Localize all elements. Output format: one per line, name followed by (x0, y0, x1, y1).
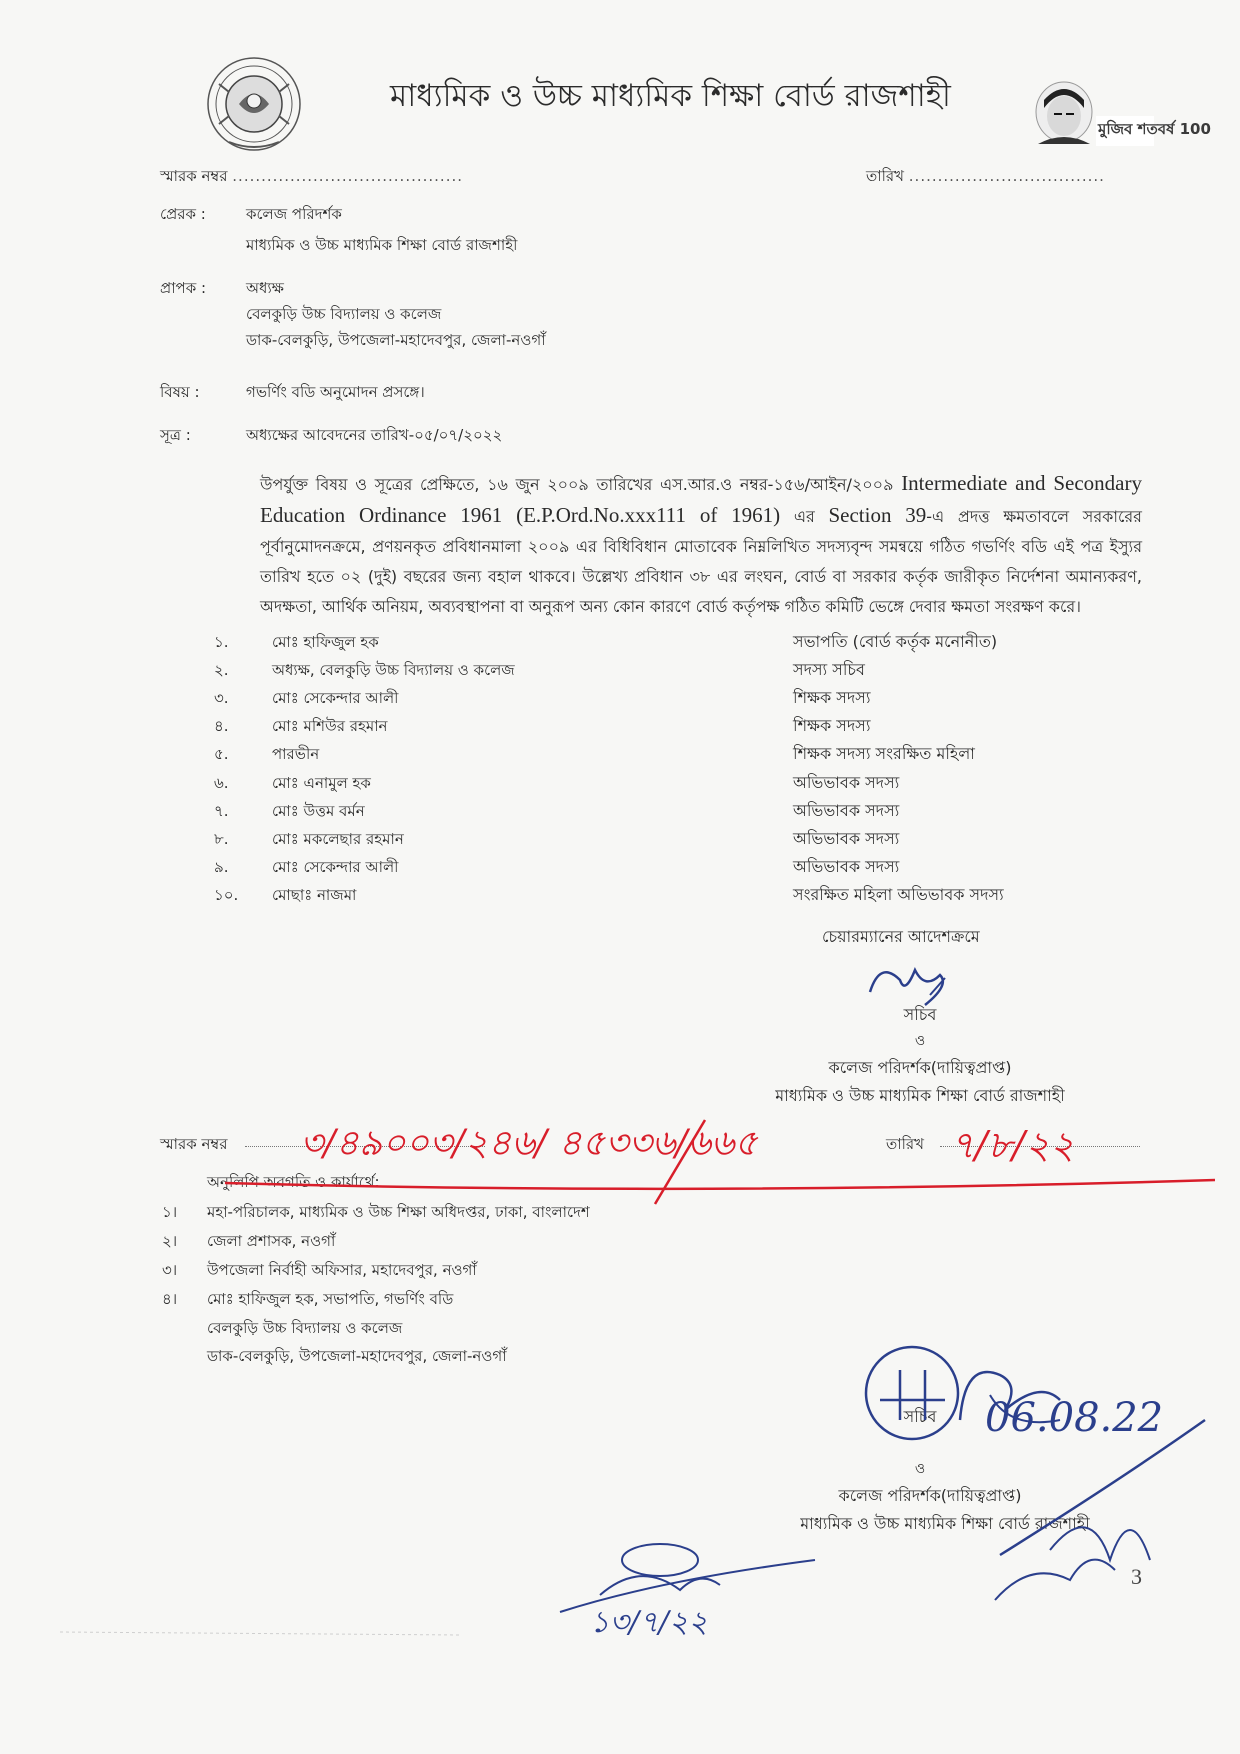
member-name: মোঃ উত্তম বর্মন (272, 802, 365, 820)
sender-line2: মাধ্যমিক ও উচ্চ মাধ্যমিক শিক্ষা বোর্ড রাজশাহী (246, 236, 518, 254)
body-ordinance: Intermediate and Secondary Education Ordinance 1961 (E.P.Ord.No.xxx111 of 1961) (260, 471, 1142, 527)
body-part3: এর (780, 507, 829, 526)
member-name: মোঃ হাফিজুল হক (272, 633, 379, 651)
member-no: ৩. (214, 689, 229, 707)
board-name-2: মাধ্যমিক ও উচ্চ মাধ্যমিক শিক্ষা বোর্ড রাজশাহী (800, 1514, 1090, 1533)
copy-heading: অনুলিপি অবগতি ও কার্যার্থে: (207, 1173, 380, 1191)
mujib-logo-text: মুজিব শতবর্ষ 100 (1098, 120, 1211, 138)
member-role: শিক্ষক সদস্য (793, 716, 871, 735)
recipient-label: প্রাপক : (160, 279, 207, 297)
board-name: মাধ্যমিক ও উচ্চ মাধ্যমিক শিক্ষা বোর্ড রাজশাহী (775, 1086, 1065, 1105)
secretary-title: সচিব (903, 1005, 937, 1024)
copy-item4-line3: ডাক-বেলকুড়ি, উপজেলা-মহাদেবপুর, জেলা-নওগাঁ (207, 1347, 507, 1365)
reference-text: অধ্যক্ষের আবেদনের তারিখ-০৫/০৭/২০২২ (246, 426, 503, 444)
order-line: চেয়ারম্যানের আদেশক্রমে (822, 927, 980, 946)
copy-item-text: মহা-পরিচালক, মাধ্যমিক ও উচ্চ শিক্ষা অধিদপ্তর, ঢাকা, বাংলাদেশ (207, 1203, 590, 1221)
body-part5: -এ প্রদত্ত ক্ষমতাবলে সরকারের পূর্বানুমোদনক্রমে, প্রণয়নকৃত প্রবিধানমালা ২০০৯ এর বিধিবিধান মোতাবেক নিম্নলিখিত সদস্যবৃন্দ সমন্বয়ে গঠিত গভর্ণিং বডি এই পত্র ইস্যুর তারিখ হতে ০২ (দুই) বছরের জন্য বহাল থাকবে। উল্লেখ্য প্রবিধান ৩৮ এর লংঘন, বোর্ড বা সরকার কর্তৃক জারীকৃত নির্দেশনা অমান্যকরণ, অদক্ষতা, আর্থিক অনিয়ম, অব্যবস্থাপনা বা অনুরূপ অন্য কোন কারণে বোর্ড কর্তৃপক্ষ গঠিত কমিটি ভেঙ্গে দেবার ক্ষমতা সংরক্ষণ করে। (260, 507, 1142, 616)
member-name: মোঃ মকলেছার রহমান (272, 830, 404, 848)
member-role: অভিভাবক সদস্য (793, 801, 900, 820)
member-name: মোঃ মশিউর রহমান (272, 717, 388, 735)
member-name: পারভীন (272, 745, 320, 763)
copy-item-text: জেলা প্রশাসক, নওগাঁ (207, 1232, 336, 1250)
bottom-handwritten-date: ১৩/৭/২২ (590, 1605, 708, 1640)
copy-item-no: ১। (162, 1203, 178, 1221)
member-no: ৮. (214, 830, 229, 848)
inspector-title: কলেজ পরিদর্শক(দায়িত্বপ্রাপ্ত) (828, 1058, 1012, 1077)
memo-dots: ........................................ (232, 167, 464, 185)
subject-label: বিষয় : (160, 383, 200, 401)
and-text: ও (914, 1033, 926, 1049)
copy-item-no: ৪। (162, 1290, 178, 1308)
member-role: সভাপতি (বোর্ড কর্তৃক মনোনীত) (793, 632, 998, 651)
secretary-title-2: সচিব (903, 1407, 937, 1426)
copy-item-text: উপজেলা নির্বাহী অফিসার, মহাদেবপুর, নওগাঁ (207, 1261, 477, 1279)
member-role: শিক্ষক সদস্য সংরক্ষিত মহিলা (793, 744, 975, 763)
inspector-title-2: কলেজ পরিদর্শক(দায়িত্বপ্রাপ্ত) (838, 1486, 1022, 1505)
recipient-line1: অধ্যক্ষ (246, 279, 284, 297)
member-role: শিক্ষক সদস্য (793, 688, 871, 707)
member-name: মোঃ সেকেন্দার আলী (272, 858, 399, 876)
member-role: অভিভাবক সদস্য (793, 857, 900, 876)
recipient-line2: বেলকুড়ি উচ্চ বিদ্যালয় ও কলেজ (246, 305, 442, 323)
sender-line1: কলেজ পরিদর্শক (246, 205, 342, 223)
and-text-2: ও (914, 1461, 926, 1477)
copy-item-text: মোঃ হাফিজুল হক, সভাপতি, গভর্ণিং বডি (207, 1290, 454, 1308)
copy-memo-label: স্মারক নম্বর (160, 1135, 228, 1153)
member-no: ৯. (214, 858, 229, 876)
member-role: অভিভাবক সদস্য (793, 829, 900, 848)
member-no: ৫. (214, 745, 229, 763)
member-no: ৭. (214, 802, 229, 820)
member-name: মোঃ সেকেন্দার আলী (272, 689, 399, 707)
handwritten-date: ৭/৮/২২ (950, 1123, 1075, 1167)
member-role: অভিভাবক সদস্য (793, 773, 900, 792)
memo-label: স্মারক নম্বর (160, 167, 228, 185)
date-dots: .................................. (908, 167, 1105, 185)
member-role: সংরক্ষিত মহিলা অভিভাবক সদস্য (793, 885, 1004, 904)
member-no: ১০. (214, 886, 239, 904)
date-label: তারিখ (866, 167, 904, 185)
board-name-heading: মাধ্যমিক ও উচ্চ মাধ্যমিক শিক্ষা বোর্ড রাজশাহী (390, 78, 951, 114)
member-no: ২. (214, 661, 229, 679)
member-role: সদস্য সচিব (793, 660, 865, 679)
member-no: ১. (214, 633, 229, 651)
member-no: ৬. (214, 774, 229, 792)
member-name: মোছাঃ নাজমা (272, 886, 357, 904)
sender-label: প্রেরক : (160, 205, 206, 223)
copy-date-label: তারিখ (886, 1135, 924, 1153)
member-name: মোঃ এনামুল হক (272, 774, 371, 792)
signature-date: 06.08.22 (985, 1395, 1164, 1441)
recipient-line3: ডাক-বেলকুড়ি, উপজেলা-মহাদেবপুর, জেলা-নওগাঁ (246, 331, 546, 349)
copy-item-no: ৩। (162, 1261, 178, 1279)
reference-label: সূত্র : (160, 426, 191, 444)
copy-item4-line2: বেলকুড়ি উচ্চ বিদ্যালয় ও কলেজ (207, 1319, 403, 1337)
subject-text: গভর্ণিং বডি অনুমোদন প্রসঙ্গে। (246, 383, 425, 401)
copy-item-no: ২। (162, 1232, 178, 1250)
body-section: Section 39 (828, 503, 927, 527)
body-part1: উপর্যুক্ত বিষয় ও সূত্রের প্রেক্ষিতে, ১৬ জুন ২০০৯ তারিখের এস.আর.ও নম্বর-১৫৬/আইন/২০০৯ (260, 475, 902, 494)
member-no: ৪. (214, 717, 229, 735)
handwritten-memo-number: ৩/৪৯০০৩/২৪৬/ ৪৫৩৩৬/৬৬৫ (300, 1123, 758, 1164)
page-number: 3 (1131, 1564, 1142, 1589)
member-name: অধ্যক্ষ, বেলকুড়ি উচ্চ বিদ্যালয় ও কলেজ (272, 661, 515, 679)
